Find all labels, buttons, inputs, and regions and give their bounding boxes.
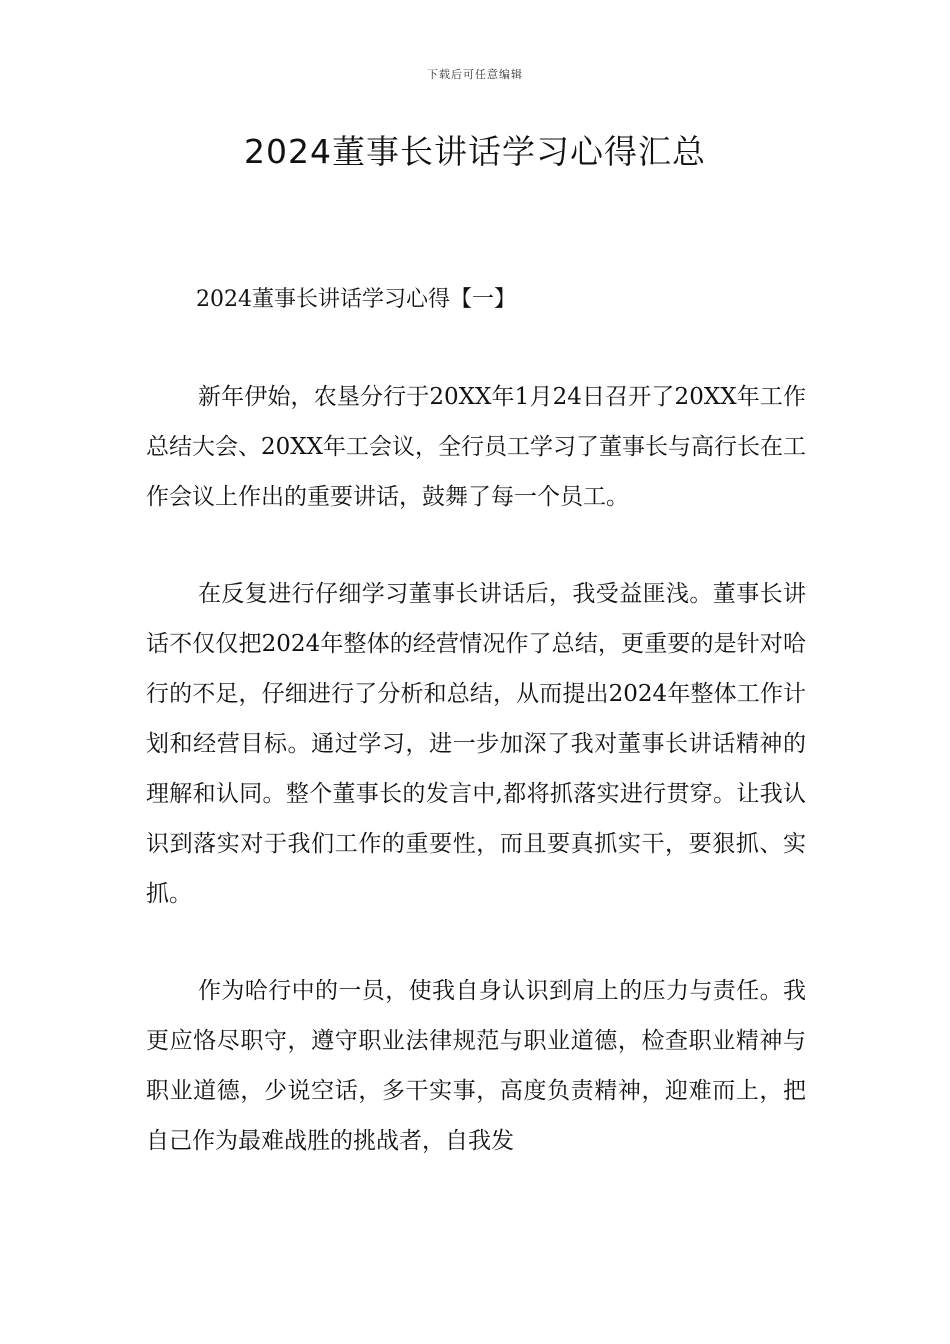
header-note: 下载后可任意编辑: [427, 68, 523, 81]
paragraph-2: 在反复进行仔细学习董事长讲话后，我受益匪浅。董事长讲话不仅仅把2024年整体的经营情况作了总结，更重要的是针对哈行的不足，仔细进行了分析和总结，从而提出2024年整体工作计划和经营目标。通过学习，进一步加深了我对董事长讲话精神的理解和认同。整个董事长的发言中,都将抓落实进行贯穿。让我认识到落实对于我们工作的重要性，而且要真抓实干，要狠抓、实抓。: [146, 581, 806, 907]
paragraph-3: 作为哈行中的一员，使我自身认识到肩上的压力与责任。我更应恪尽职守，遵守职业法律规范与职业道德，检查职业精神与职业道德，少说空话，多干实事，高度负责精神，迎难而上，把自己作为最难战胜的挑战者，自我发: [146, 978, 806, 1154]
document-title: 2024董事长讲话学习心得汇总: [244, 132, 706, 171]
document-body: [146, 280, 806, 1213]
section-heading: 2024董事长讲话学习心得【一】: [196, 287, 516, 312]
paragraph-1: 新年伊始，农垦分行于20XX年1月24日召开了20XX年工作总结大会、20XX年工会议，全行员工学习了董事长与高行长在工作会议上作出的重要讲话，鼓舞了每一个员工。: [146, 384, 807, 510]
